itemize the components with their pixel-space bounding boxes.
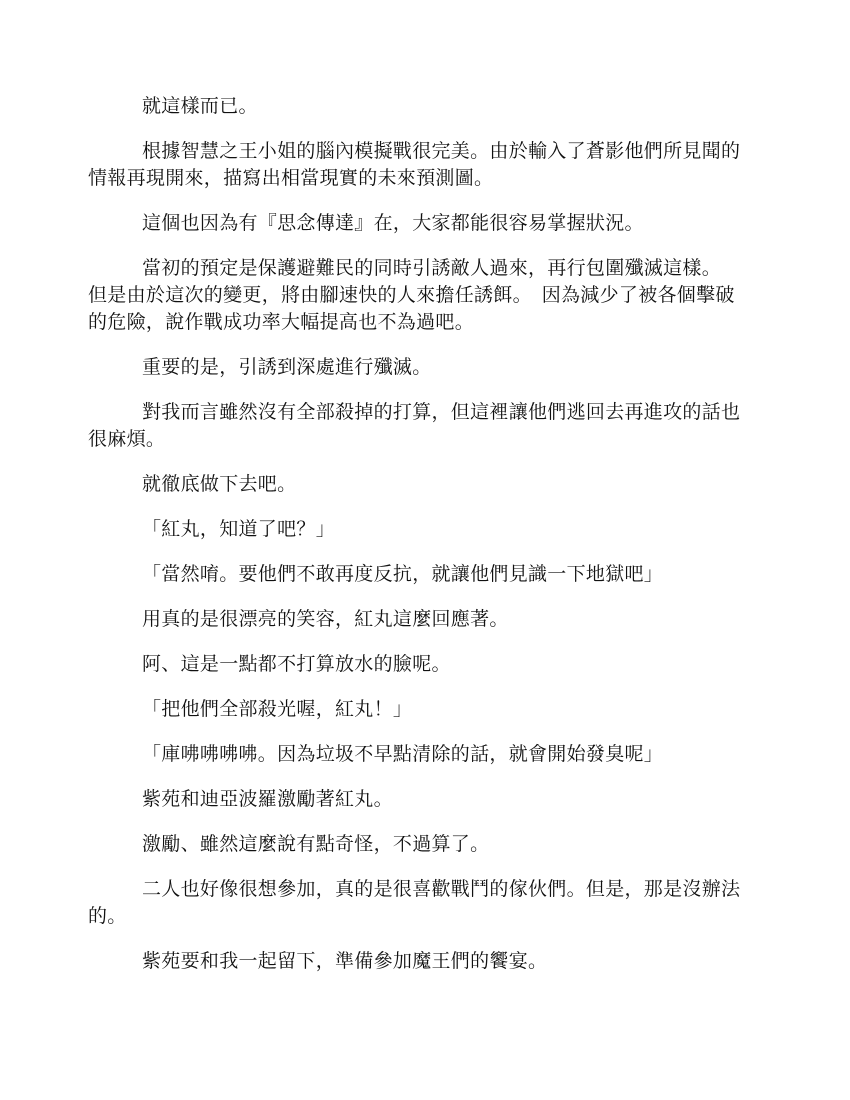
paragraph: 這個也因為有『思念傳達』在，大家都能很容易掌握狀況。 [142,212,644,234]
paragraph: 激勵、雖然這麼說有點奇怪，不過算了。 [142,833,490,855]
dialogue-line: 「當然唷。要他們不敢再度反抗，就讓他們見識一下地獄吧」 [142,563,664,585]
dialogue-line: 「把他們全部殺光喔，紅丸！」 [142,698,413,720]
dialogue-line: 「紅丸，知道了吧？」 [142,518,336,540]
paragraph: 用真的是很漂亮的笑容，紅丸這麼回應著。 [142,608,509,630]
paragraph: 紫苑要和我一起留下，準備參加魔王們的饗宴。 [142,950,548,972]
paragraph: 就徹底做下去吧。 [142,473,297,495]
paragraph: 紫苑和迪亞波羅激勵著紅丸。 [142,788,393,810]
paragraph: 阿、這是一點都不打算放水的臉呢。 [142,653,451,675]
paragraph: 根據智慧之王小姐的腦內模擬戰很完美。由於輸入了蒼影他們所見聞的情報再現開來，描寫出相當現實的未來預測圖。 [88,140,741,189]
dialogue-line: 「庫咈咈咈咈。因為垃圾不早點清除的話，就會開始發臭呢」 [142,743,664,765]
paragraph: 對我而言雖然沒有全部殺掉的打算，但這裡讓他們逃回去再進攻的話也很麻煩。 [88,401,741,450]
paragraph: 就這樣而已。 [142,95,258,117]
paragraph: 當初的預定是保護避難民的同時引誘敵人過來，再行包圍殲滅這樣。 但是由於這次的變更，將由腳速快的人來擔任誘餌。 因為減少了被各個擊破的危險，說作戰成功率大幅提高也不為過吧。 [88,257,735,333]
paragraph: 重要的是，引誘到深處進行殲滅。 [142,356,432,378]
body-text [88,93,748,993]
paragraph: 二人也好像很想參加，真的是很喜歡戰鬥的傢伙們。但是，那是沒辦法的。 [88,878,741,927]
